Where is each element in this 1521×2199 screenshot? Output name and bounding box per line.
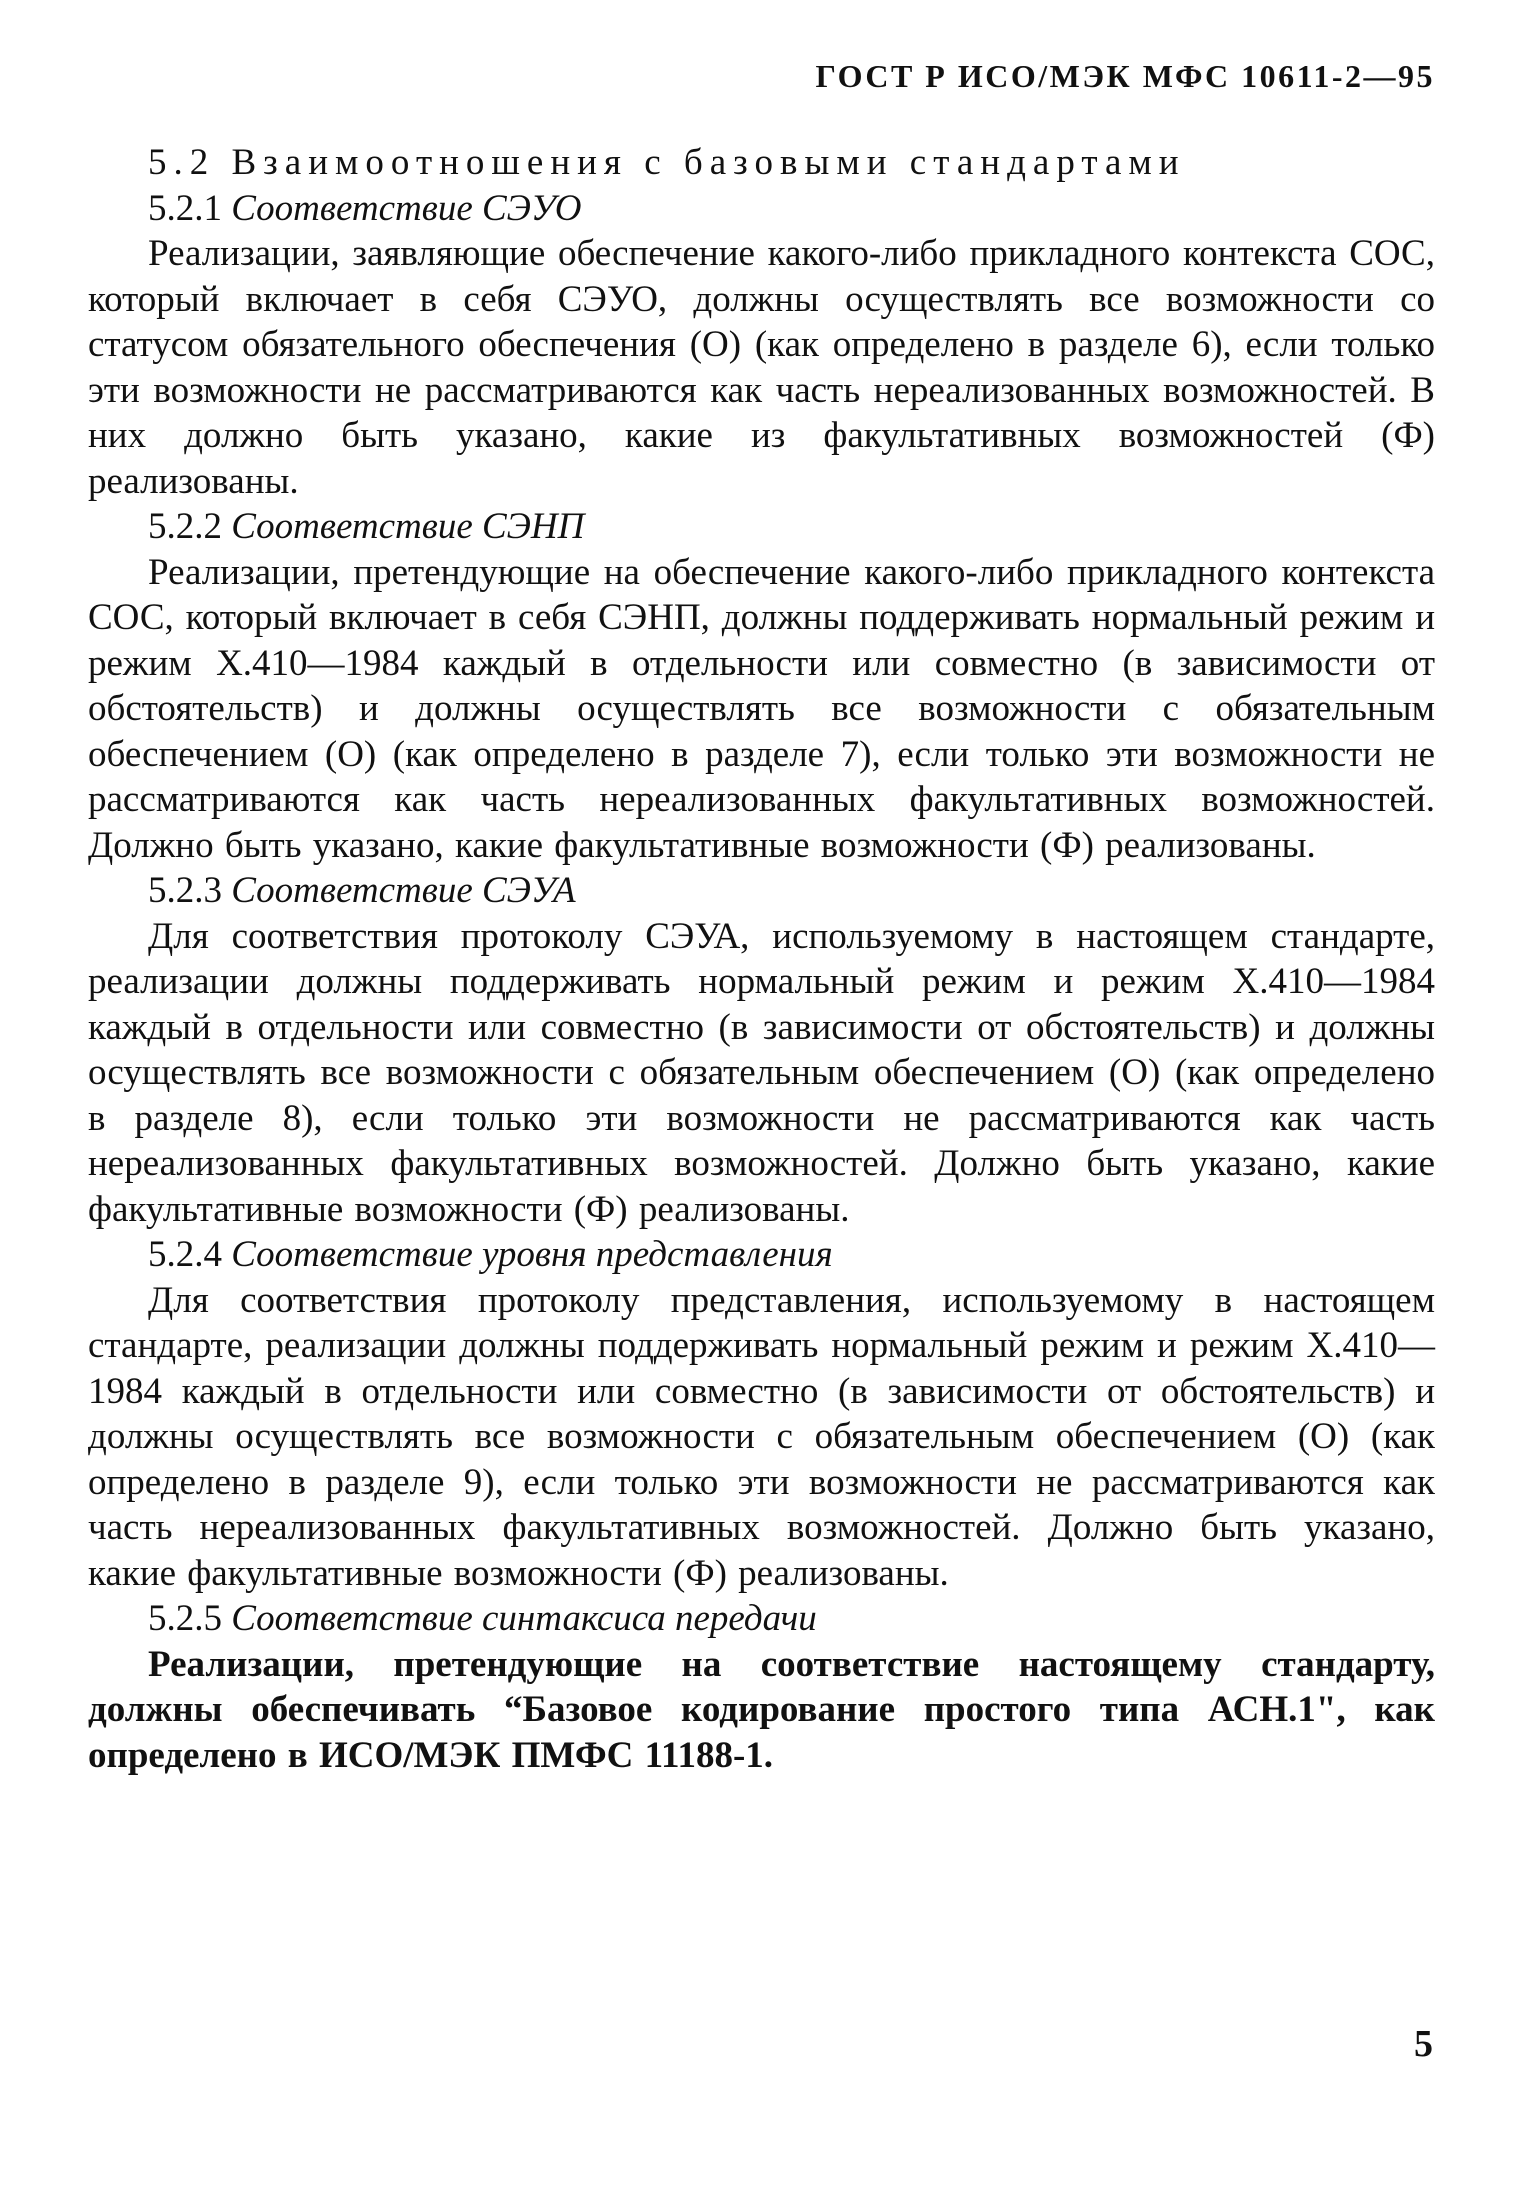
subsection-number: 5.2.5 [148, 1598, 222, 1639]
subsection-paragraph: Реализации, претендующие на обеспечение какого-либо прикладного контекста СОС, который включает в себя СЭНП, должны поддерживать нормальный режим и режим X.410—1984 каждый в отдельности или совместно (в зависимости от обстоятельств) и должны осуществлять все возможности с обязательным обеспечением (О) (как определено в разделе 7), если только эти возможности не рассматриваются как часть нереализованных факультативных возможностей. Должно быть указано, какие факультативные возможности (Ф) реализованы. [88, 551, 1435, 866]
subsection-heading [88, 1596, 1435, 1642]
subsection-heading [88, 1232, 1435, 1278]
subsection-paragraph: Для соответствия протоколу представления, используемому в настоящем стандарте, реализации должны поддерживать нормальный режим и режим X.410—1984 каждый в отдельности или совместно (в зависимости от обстоятельств) и должны осуществлять все возможности с обязательным обеспечением (О) (как определено в разделе 9), если только эти возможности не рассматриваются как часть нереализованных факультативных возможностей. Должно быть указано, какие факультативные возможности (Ф) реализованы. [88, 1279, 1435, 1594]
subsection-title: Соответствие синтаксиса передачи [231, 1598, 817, 1639]
running-header: ГОСТ Р ИСО/МЭК МФС 10611-2—95 [815, 58, 1435, 94]
subsection-paragraph: Реализации, заявляющие обеспечение какого-либо прикладного контекста СОС, который включает в себя СЭУО, должны осуществлять все возможности со статусом обязательного обеспечения (О) (как определено в разделе 6), если только эти возможности не рассматриваются как часть нереализованных возможностей. В них должно быть указано, какие из факультативных возможностей (Ф) реализованы. [88, 233, 1435, 502]
subsection-paragraph: Для соответствия протоколу СЭУА, используемому в настоящем стандарте, реализации должны поддерживать нормальный режим и режим X.410—1984 каждый в отдельности или совместно (в зависимости от обстоятельств) и должны осуществлять все возможности с обязательным обеспечением (О) (как определено в разделе 8), если только эти возможности не рассматриваются как часть нереализованных факультативных возможностей. Должно быть указано, какие факультативные возможности (Ф) реализованы. [88, 915, 1435, 1230]
subsection-heading [88, 868, 1435, 914]
page-body [88, 140, 1435, 1778]
subsection-number: 5.2.4 [148, 1234, 222, 1275]
section-heading [88, 140, 1435, 186]
subsection-number: 5.2.2 [148, 506, 222, 547]
subsection-number: 5.2.1 [148, 187, 222, 229]
subsection-paragraph: Реализации, претендующие на соответствие настоящему стандарту, должны обеспечивать “Базовое кодирование простого типа АСН.1", как определено в ИСО/МЭК ПМФС 11188-1. [88, 1643, 1435, 1776]
subsection-title: Соответствие уровня представления [231, 1234, 833, 1275]
subsection-title: Соответствие СЭНП [231, 506, 585, 547]
subsection-heading [88, 186, 1435, 232]
subsection-title: Соответствие СЭУО [231, 187, 582, 229]
subsection-title: Соответствие СЭУА [231, 870, 576, 911]
page-number: 5 [1414, 2023, 1433, 2065]
subsection-number: 5.2.3 [148, 870, 222, 911]
section-title: Взаимоотношения с базовыми стандартами [231, 142, 1186, 183]
subsection-heading [88, 504, 1435, 550]
section-number: 5.2 [148, 142, 216, 183]
